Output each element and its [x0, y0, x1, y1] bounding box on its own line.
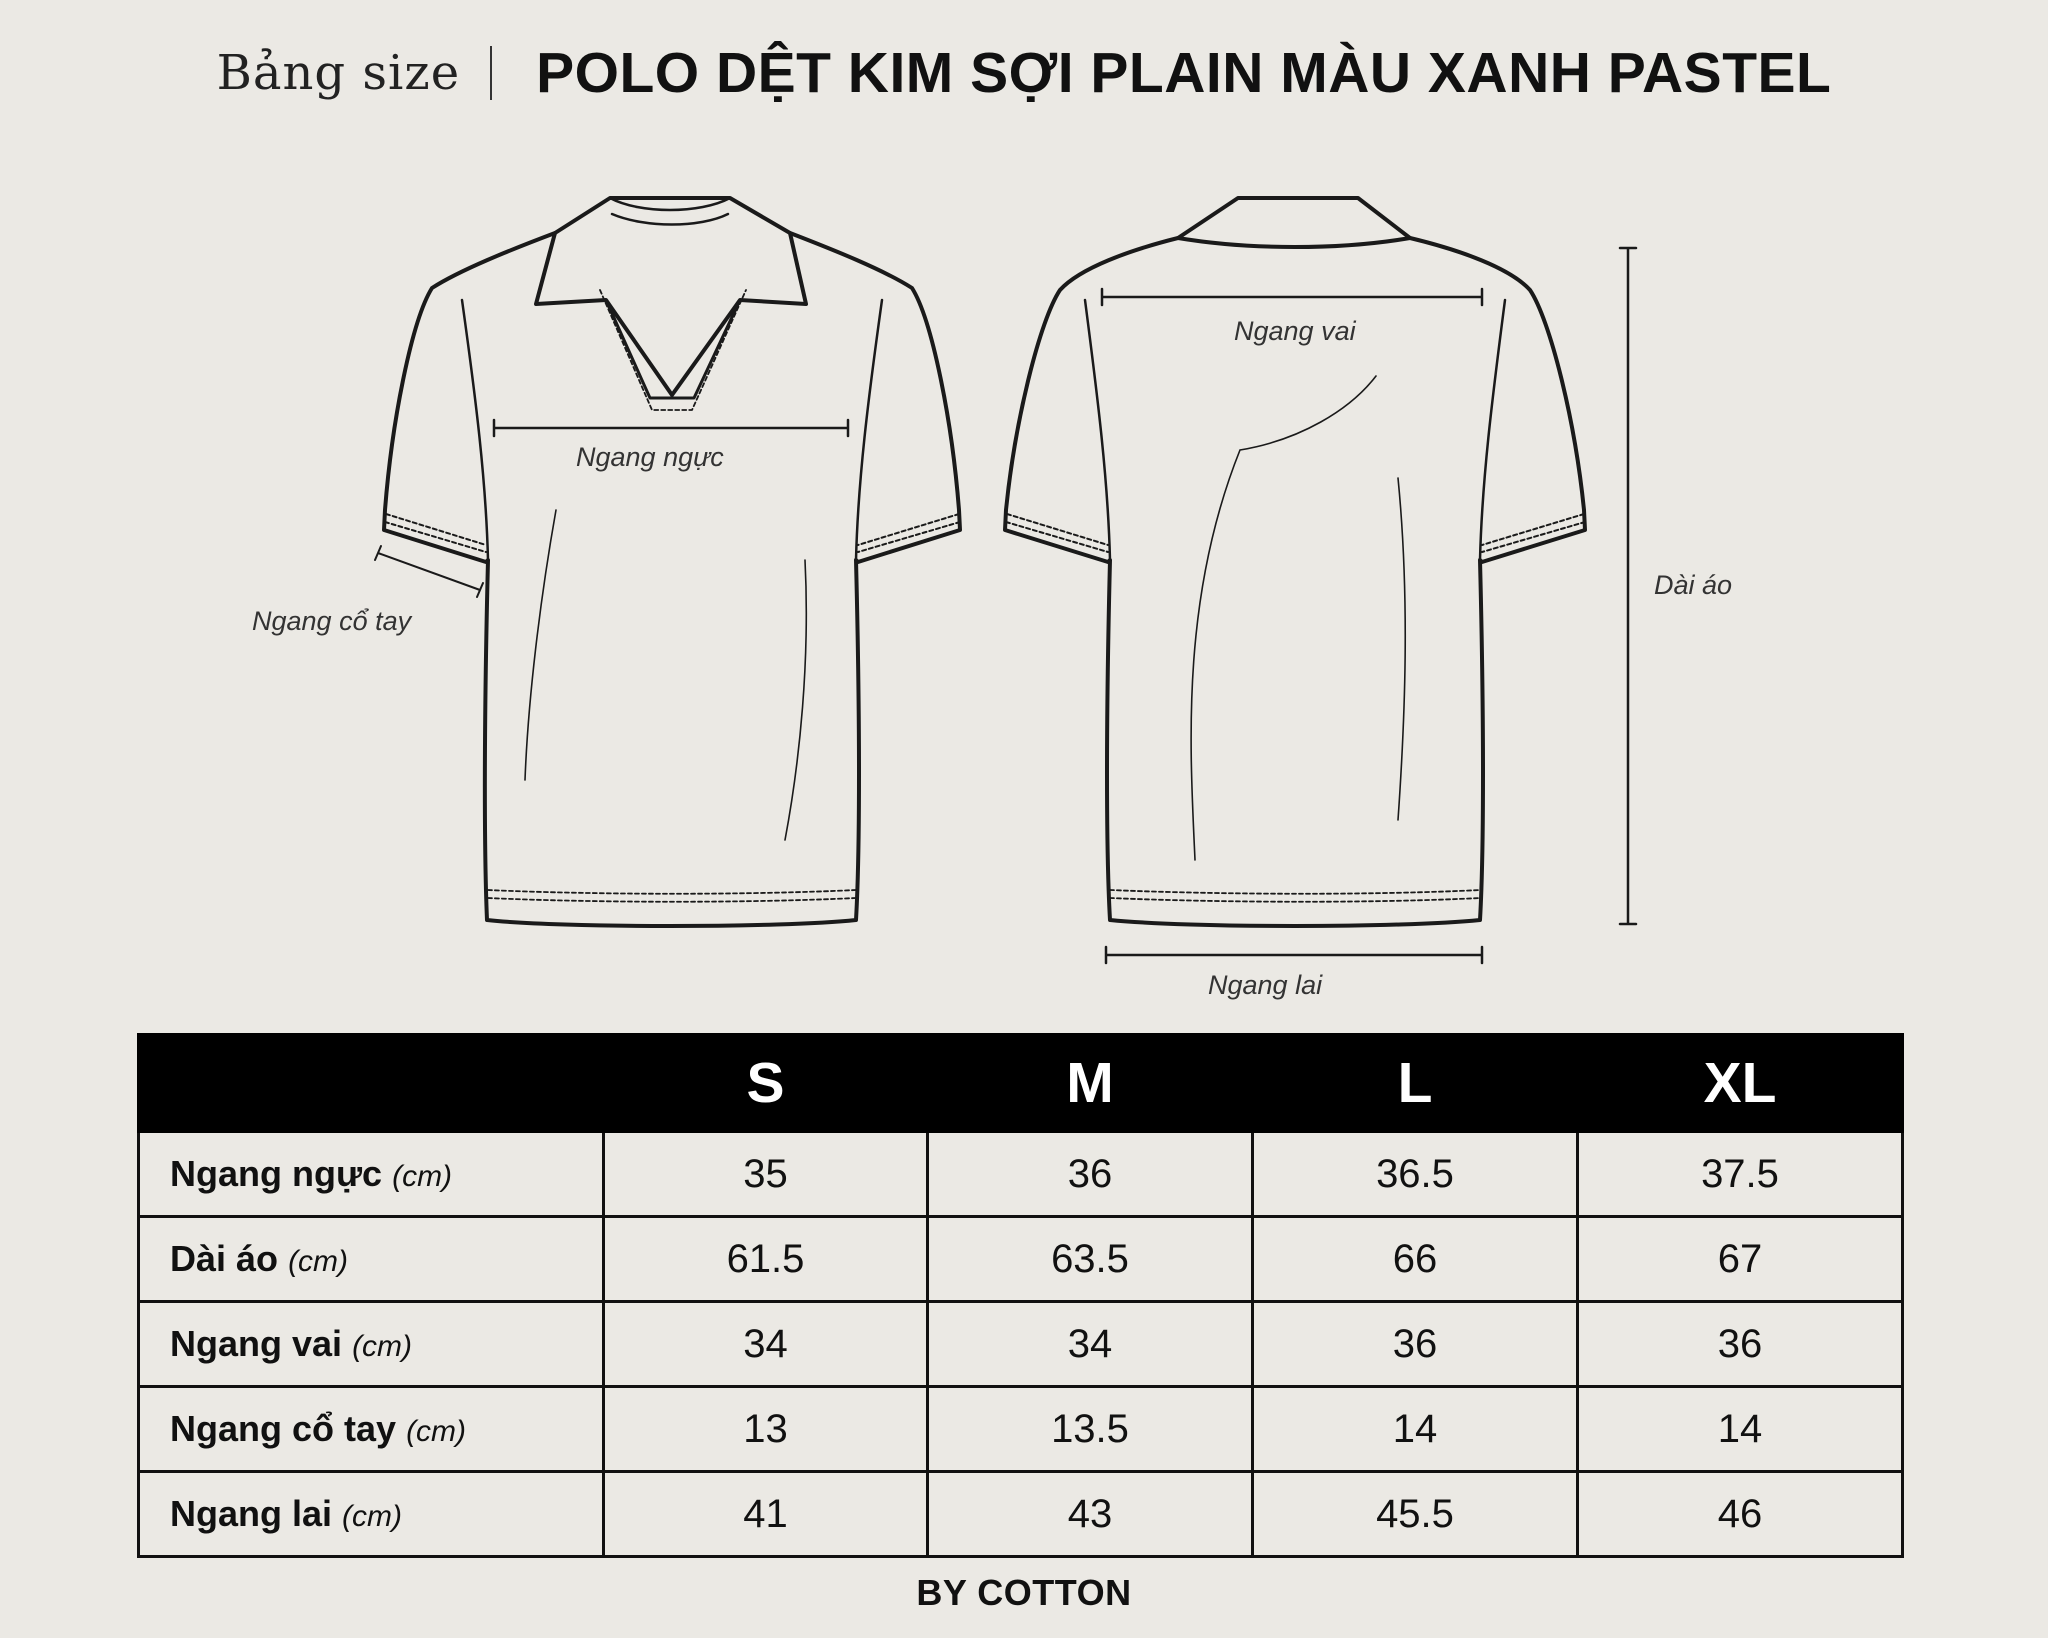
polo-front-view [375, 198, 960, 926]
label-chest: Ngang ngực [576, 442, 724, 472]
length-measure-line [1620, 248, 1636, 924]
label-cuff: Ngang cổ tay [252, 606, 412, 636]
cell-value: 67 [1578, 1217, 1903, 1302]
unit-label: (cm) [392, 1160, 453, 1193]
cell-value: 34 [604, 1302, 928, 1387]
label-hem: Ngang lai [1208, 970, 1323, 1000]
back-cuffs [1006, 514, 1585, 552]
cell-value: 46 [1578, 1472, 1903, 1557]
cell-value: 36 [1253, 1302, 1578, 1387]
page-title: POLO DỆT KIM SỢI PLAIN MÀU XANH PASTEL [536, 41, 1832, 105]
size-header-xl: XL [1578, 1035, 1903, 1132]
table-row [139, 1132, 1903, 1217]
cell-value: 63.5 [928, 1217, 1253, 1302]
table-header-row [139, 1035, 1903, 1132]
cell-value: 43 [928, 1472, 1253, 1557]
cuff-measure-line [375, 546, 483, 597]
cell-value: 13.5 [928, 1387, 1253, 1472]
table-row [139, 1302, 1903, 1387]
cell-value: 14 [1253, 1387, 1578, 1472]
row-label-length: Dài áo (cm) [139, 1217, 604, 1302]
cell-value: 66 [1253, 1217, 1578, 1302]
front-hem-stitch [488, 890, 856, 902]
cell-value: 13 [604, 1387, 928, 1472]
cell-value: 45.5 [1253, 1472, 1578, 1557]
cell-value: 41 [604, 1472, 928, 1557]
brand-footer: BY COTTON [916, 1572, 1132, 1613]
front-collar-back-band [610, 198, 730, 225]
table-row [139, 1472, 1903, 1557]
back-folds [1191, 376, 1405, 860]
row-label-hem: Ngang lai (cm) [139, 1472, 604, 1557]
cell-value: 36 [1578, 1302, 1903, 1387]
size-header-l: L [1253, 1035, 1578, 1132]
label-shoulder: Ngang vai [1234, 316, 1356, 346]
cell-value: 61.5 [604, 1217, 928, 1302]
cell-value: 34 [928, 1302, 1253, 1387]
front-armhole-lines [462, 300, 882, 560]
label-length: Dài áo [1654, 570, 1733, 600]
table-row [139, 1387, 1903, 1472]
back-hem-stitch [1110, 890, 1480, 902]
cell-value: 14 [1578, 1387, 1903, 1472]
front-folds [525, 510, 806, 840]
cell-value: 37.5 [1578, 1132, 1903, 1217]
page-subtitle: Bảng size [216, 45, 461, 101]
hem-measure-line [1106, 947, 1482, 963]
unit-label: (cm) [288, 1245, 349, 1278]
size-chart-table [137, 1033, 1904, 1558]
table-row [139, 1217, 1903, 1302]
back-collar [1178, 198, 1410, 247]
front-body-outline [384, 233, 960, 926]
row-label-chest: Ngang ngực (cm) [139, 1132, 604, 1217]
row-label-shoulder: Ngang vai (cm) [139, 1302, 604, 1387]
unit-label: (cm) [342, 1500, 403, 1533]
header-empty-cell [139, 1035, 604, 1132]
front-collar [536, 198, 806, 395]
shoulder-measure-line [1102, 289, 1482, 305]
polo-back-view [1005, 198, 1636, 963]
unit-label: (cm) [406, 1415, 467, 1448]
cell-value: 36 [928, 1132, 1253, 1217]
chest-measure-line [494, 420, 848, 436]
size-header-m: M [928, 1035, 1253, 1132]
cell-value: 36.5 [1253, 1132, 1578, 1217]
size-header-s: S [604, 1035, 928, 1132]
row-label-cuff: Ngang cổ tay (cm) [139, 1387, 604, 1472]
unit-label: (cm) [352, 1330, 413, 1363]
cell-value: 35 [604, 1132, 928, 1217]
